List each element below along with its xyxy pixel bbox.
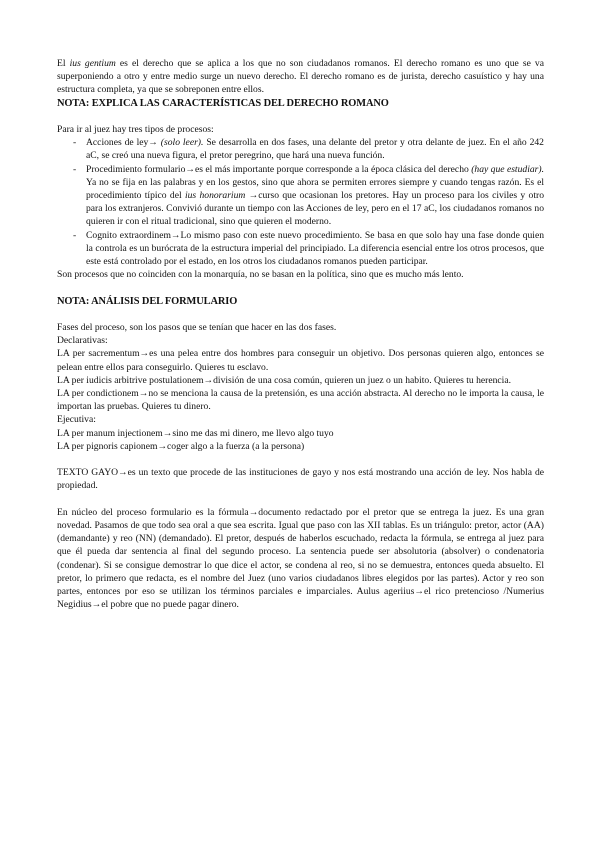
la-manum: LA per manum injectionem→sino me das mi dinero, me llevo algo tuyo [57, 427, 334, 439]
list-item: - Cognito extraordinem→Lo mismo paso con este nuevo procedimiento. Se basa en que solo hay una fase donde quien la controla es un burócrata de la estructura imperial del principiado. La diferencia esencial entre los otros procesos, que este está controlado por el estado, en los otros los ciudadanos romanos pueden participar. [73, 229, 544, 268]
dash-bullet: - [73, 229, 77, 241]
dash-bullet: - [73, 163, 77, 175]
la-iudicis: LA per iudicis arbitrive postulationem→división de una cosa común, quieren un juez o un habito. Quieres tu herencia. [57, 374, 511, 386]
list-item: - Acciones de ley→ (solo leer). Se desarrolla en dos fases, una delante del pretor y otra delante de juez. En el año 242 aC, se creó una nueva figura, el pretor peregrino, que hará una nueva función. [73, 137, 544, 162]
list-item: - Procedimiento formulario→es el más importante porque corresponde a la época clásica del derecho (hay que estudiar). Ya no se fija en las palabras y en los gestos, sino que ahora se permiten errores siempre y cuando tengas razón. Es el procedimiento típico del ius honorarium →curso que ocasionan los pretores. Hay un proceso para los civiles y otro para los extranjeros. Convivió durante un tiempo con las Acciones de ley, pero en el 17 aC, los ciudadanos romanos no quieren ir con el ritual tradicional, sino que quieren el moderno. [73, 163, 545, 228]
nota-formulario-heading: NOTA: ANÁLISIS DEL FORMULARIO [57, 295, 238, 307]
procesos-intro: Para ir al juez hay tres tipos de procesos: [57, 124, 214, 135]
intro-italic-term: ius gentium [69, 58, 116, 69]
procesos-list [57, 136, 544, 268]
dash-bullet: - [73, 137, 77, 149]
nota-caracteristicas-heading: NOTA: EXPLICA LAS CARACTERÍSTICAS DEL DERECHO ROMANO [57, 97, 389, 109]
la-pignoris: LA per pignoris capionem→coger algo a la fuerza (a la persona) [57, 440, 305, 452]
declarativas-label: Declarativas: [57, 335, 108, 347]
la-sacramentum: LA per sacrementum→es una pelea entre dos hombres para conseguir un objetivo. Dos personas quieren algo, entonces se pelean entre ellos para conseguirlo. Quieres tu esclavo. [57, 348, 544, 373]
formula-paragraph: En núcleo del proceso formulario es la fórmula→documento redactado por el pretor que se entrega la juez. Es una gran novedad. Pasamos de que todo sea oral a que sea escrita. Igual que paso con las XII tablas. Es un triángulo: pretor, actor (AA) (demandante) y reo (NN) (demandado). El pretor, después de haberlos escuchado, redacta la fórmula, se entrega al juez para que él pueda dar sentencia al final del segundo proceso. La sentencia puede ser absolutoria (absolver) o condenatoria (condenar). Si se consigue demostrar lo que dice el actor, se condena al reo, si no se demuestra, entonces queda absuelto. El pretor, lo primero que redacta, es el nombre del Juez (uno varios ciudadanos libres elegidos por las partes). Actor y reo son partes, entonces por eso se utilizan los términos parciales e imparciales. Aulus ageriius→el rico pretencioso /Numerius Negidius→el pobre que no puede pagar dinero. [57, 506, 544, 611]
intro-paragraph: El ius gentium es el derecho que se aplica a los que no son ciudadanos romanos. El derecho romano es uno que se va superponiendo a otro y entre medio surge un nuevo derecho. El derecho romano es de jurista, derecho casuístico y hay una estructura completa, ya que se sobreponen entre ellos. [57, 58, 544, 96]
document-page [57, 57, 544, 611]
procesos-outro: Son procesos que no coinciden con la monarquía, no se basan en la política, sino que es mucho más lento. [57, 269, 464, 281]
la-condictionem: LA per condictionem→no se menciona la causa de la pretensión, es una acción abstracta. Al derecho no le importa la causa, le importan las pruebas. Quieres tu dinero. [57, 388, 544, 413]
fases-paragraph: Fases del proceso, son los pasos que se tenían que hacer en las dos fases. [57, 322, 337, 334]
ejecutiva-label: Ejecutiva: [57, 414, 96, 426]
texto-gayo-paragraph: TEXTO GAYO→es un texto que procede de las instituciones de gayo y nos está mostrando una acción de ley. Nos habla de propiedad. [57, 467, 544, 492]
